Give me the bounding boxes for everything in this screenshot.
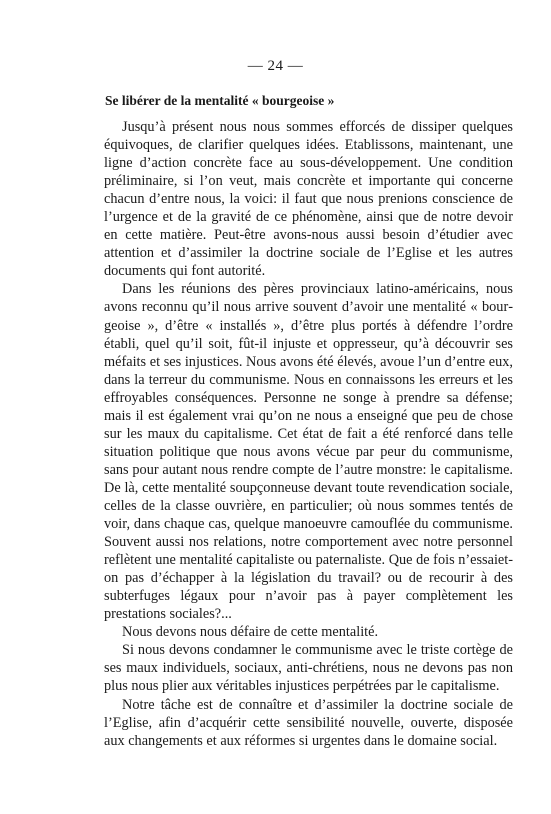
paragraph: Jusqu’à présent nous nous sommes efforcés de dissiper quelques équivoques, de clarifier quelques idées. Etablissons, maintenant, une ligne d’action concrète face au sous-développement. Une condition préliminaire, si l’on veut, mais concrète et importante qui concerne chacun d’entre nous, la voici: il faut que nous prenions conscience de l’urgence et de la gravité de ce phénomène, ainsi que de notre devoir en cette matière. Peut-être avons-nous aussi besoin d’étudier avec attention et d’assimiler la doctrine sociale de l’Eglise et les autres documents qui font autorité. [104,119,513,280]
paragraph: Si nous devons condamner le communisme avec le triste cortège de ses maux individuels, sociaux, anti-chrétiens, nous ne devons pas non plus nous plier aux véritables injustices perpétrées par le capitalisme. [104,642,513,695]
page-number: — 24 — [247,58,304,74]
paragraph: Dans les réunions des pères provinciaux latino-américains, nous avons reconnu qu’il nous arrive souvent d’avoir une mentalité « bourgeoise », d’être « installés », d’être plus portés à défendre l’ordre établi, quel qu’il soit, fût-il injuste et oppresseur, qu’à découvrir ses méfaits et ses injustices. Nous avons été élevés, avoue l’un d’entre eux, dans la terreur du communisme. Nous en connaissons les erreurs et les effroyables conséquences. Personne ne songe à prendre sa défense; mais il est également vrai qu’on ne nous a enseigné que peu de chose sur les maux du capitalisme. Cet état de fait a été renforcé dans telle situation politique que nous avons vécue par peur du communisme, sans pour autant nous rendre compte de l’autre monstre: le capitalisme. De là, cette mentalité soupçonneuse devant toute revendication sociale, celles de la classe ouvrière, en particulier; où nous sommes tentés de voir, dans chaque cas, quelque manoeuvre camouflée du communisme. Souvent aussi nos relations, notre comportement avec notre personnel reflètent une mentalité capitaliste ou paternaliste. Que de fois n’essaiet-on pas d’échapper à la législation du travail? ou de recourir à des subterfuges légaux pour n’avoir pas à payer complètement les prestations sociales?... [104,281,513,623]
paragraph: Notre tâche est de connaître et d’assimiler la doctrine sociale de l’Eglise, afin d’acquérir cette sensibilité nouvelle, ouverte, disposée aux changements et aux réformes si urgentes dans le domaine social. [104,696,513,749]
body-text [104,118,513,750]
paragraph: Nous devons nous défaire de cette mentalité. [122,624,379,641]
section-heading: Se libérer de la mentalité « bourgeoise » [105,93,335,108]
